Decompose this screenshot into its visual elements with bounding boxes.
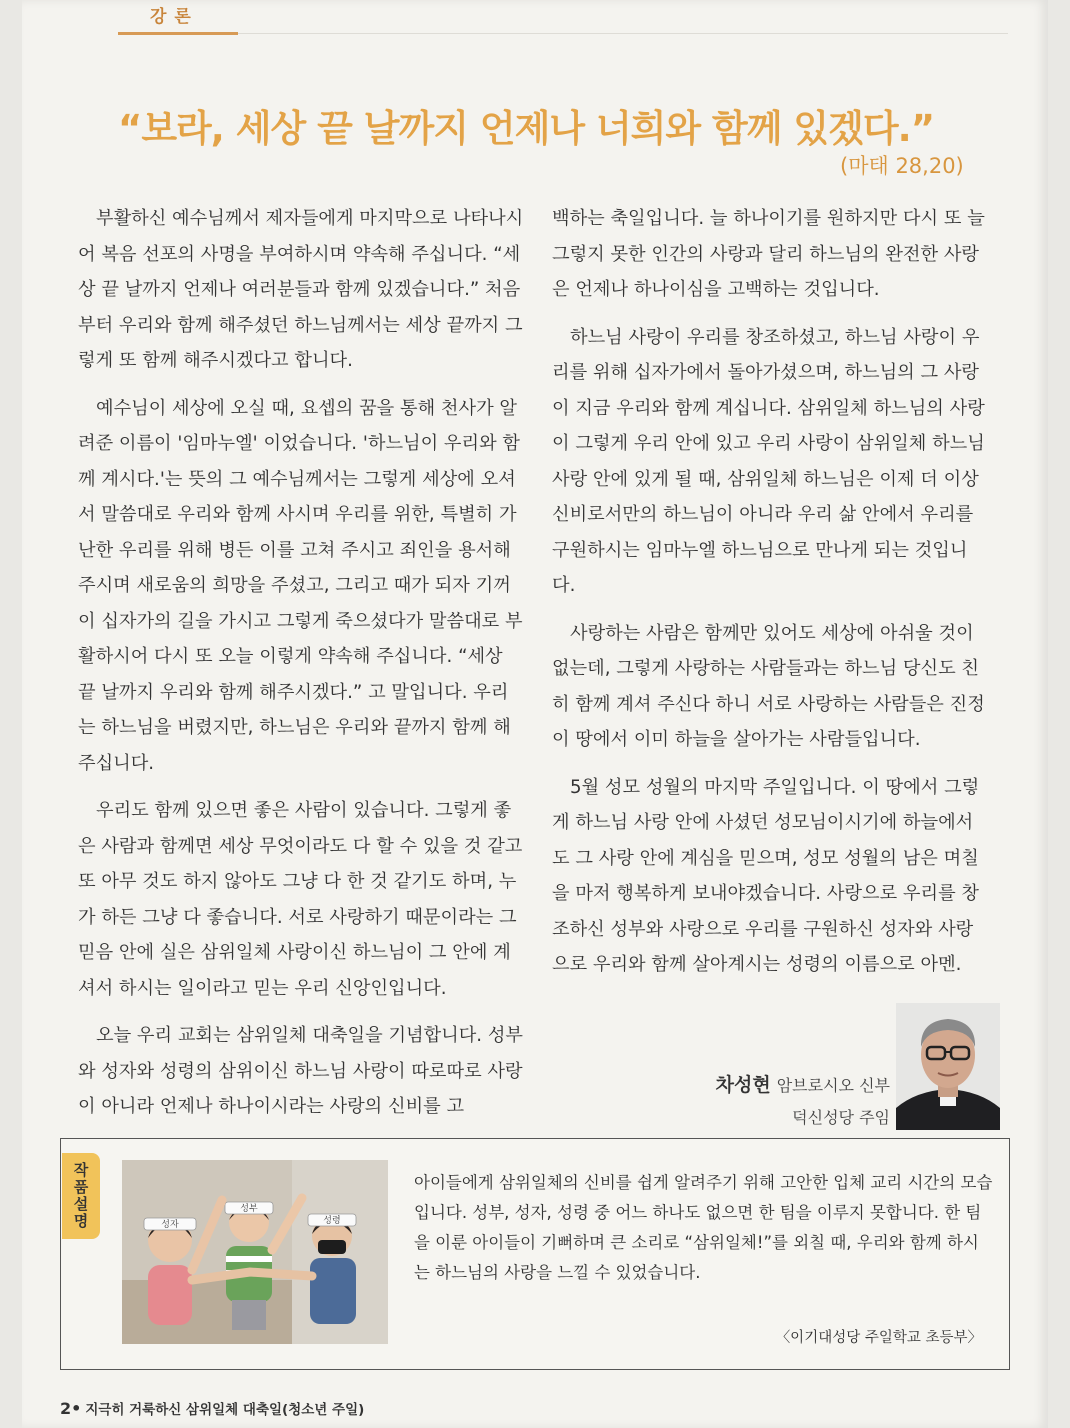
caption-text: 아이들에게 삼위일체의 신비를 쉽게 알려주기 위해 고안한 입체 교리 시간의 모습입니다. 성부, 성자, 성령 중 어느 하나도 없으면 한 팀을 이루지 못합니다. 한 팀을 이룬 아이들이 기뻐하며 큰 소리로 “삼위일체!”를 외칠 때, 우리와 함께 하시는 하느님의 사랑을 느낄 수 있었습니다.: [414, 1173, 993, 1282]
portrait-image: [896, 1003, 1000, 1130]
author-portrait: [896, 1003, 1000, 1130]
caption-tag-label: 작품설명: [71, 1162, 90, 1230]
hat-label: 성자: [161, 1220, 179, 1230]
paragraph: 부활하신 예수님께서 제자들에게 마지막으로 나타나시어 복음 선포의 사명을 부여하시며 약속해 주십니다. “세상 끝 날까지 언제나 여러분들과 함께 있겠습니다.” 처음부터 우리와 함께 해주셨던 하느님께서는 세상 끝까지 그렇게 또 함께 해주시겠다고 합니다.: [78, 208, 524, 371]
caption-source: 〈이기대성당 주일학교 초등부〉: [775, 1330, 982, 1346]
paragraph: 사랑하는 사람은 함께만 있어도 세상에 아쉬울 것이 없는데, 그렇게 사랑하는 사람들과는 하느님 당신도 친히 함께 계셔 주신다 하니 서로 사랑하는 사람들은 진정 이 땅에서 이미 하늘을 살아가는 사람들입니다.: [552, 622, 985, 750]
headline-quote: “보라, 세상 끝 날까지 언제나 너희와 함께 있겠다.”: [118, 107, 935, 150]
caption-tag: [62, 1153, 100, 1239]
caption-photo: [122, 1160, 388, 1344]
left-column: [78, 201, 524, 1137]
top-divider: [238, 33, 1008, 34]
author-title: 암브로시오 신부: [776, 1076, 890, 1095]
paragraph: 예수님이 세상에 오실 때, 요셉의 꿈을 통해 천사가 알려준 이름이 '임마누엘' 이었습니다. '하느님이 우리와 함께 계시다.'는 뜻의 그 예수님께서는 그렇게 세상에 오셔서 말씀대로 우리와 함께 사시며 우리를 위한, 특별히 가난한 우리를 위해 병든 이를 고쳐 주시고 죄인을 용서해 주시며 새로움의 희망을 주셨고, 그리고 때가 되자 기꺼이 십자가의 길을 가시고 그렇게 죽으셨다가 말씀대로 부활하시어 다시 또 오늘 이렇게 약속해 주십니다. “세상 끝 날까지 우리와 함께 해주시겠다.” 고 말입니다. 우리는 하느님을 버렸지만, 하느님은 우리와 끝까지 함께 해주십니다.: [78, 397, 523, 774]
page-number: 2•: [60, 1399, 82, 1418]
section-underline: [118, 32, 238, 35]
section-label: 강론: [150, 7, 199, 27]
scripture-reference: (마태 28,20): [840, 154, 964, 178]
paragraph: 오늘 우리 교회는 삼위일체 대축일을 기념합니다. 성부와 성자와 성령의 삼위이신 하느님 사랑이 따로따로 사랑이 아니라 언제나 하나이시라는 사랑의 신비를 고: [78, 1025, 523, 1117]
paragraph: 우리도 함께 있으면 좋은 사람이 있습니다. 그렇게 좋은 사람과 함께면 세상 무엇이라도 다 할 수 있을 것 같고 또 아무 것도 하지 않아도 그냥 다 한 것 같기도 하며, 누가 하든 그냥 다 좋습니다. 서로 사랑하기 때문이라는 그 믿음 안에 실은 삼위일체 사랑이신 하느님이 그 안에 계셔서 하시는 일이라고 믿는 우리 신앙인입니다.: [78, 800, 523, 999]
page-footer: [60, 1398, 364, 1418]
hat-label: 성부: [240, 1204, 258, 1214]
paragraph: 5월 성모 성월의 마지막 주일입니다. 이 땅에서 그렇게 하느님 사랑 안에 사셨던 성모님이시기에 하늘에서도 그 사랑 안에 계심을 믿으며, 성모 성월의 남은 며칠을 마저 행복하게 보내야겠습니다. 사랑으로 우리를 창조하신 성부와 사랑으로 우리를 구원하신 성자와 사랑으로 우리와 함께 살아계시는 성령의 이름으로 아멘.: [552, 776, 980, 975]
author-name: 차성현: [715, 1074, 771, 1096]
right-column: [552, 201, 987, 995]
footer-title: 지극히 거룩하신 삼위일체 대축일(청소년 주일): [85, 1402, 365, 1418]
paragraph: 하느님 사랑이 우리를 창조하셨고, 하느님 사랑이 우리를 위해 십자가에서 돌아가셨으며, 하느님의 그 사랑이 지금 우리와 함께 계십니다. 삼위일체 하느님의 사랑이 그렇게 우리 안에 있고 우리 사랑이 삼위일체 하느님 사랑 안에 있게 될 때, 삼위일체 하느님은 이제 더 이상 신비로서만의 하느님이 아니라 우리 삶 안에서 우리를 구원하시는 임마누엘 하느님으로 만나게 되는 것입니다.: [552, 326, 985, 596]
children-photo: [122, 1160, 388, 1344]
author-parish: 덕신성당 주임: [792, 1108, 890, 1127]
hat-label: 성령: [323, 1216, 341, 1226]
author-block: [690, 1070, 890, 1128]
paragraph: 백하는 축일입니다. 늘 하나이기를 원하지만 다시 또 늘 그렇지 못한 인간의 사랑과 달리 하느님의 완전한 사랑은 언제나 하나이심을 고백하는 것입니다.: [552, 208, 985, 300]
